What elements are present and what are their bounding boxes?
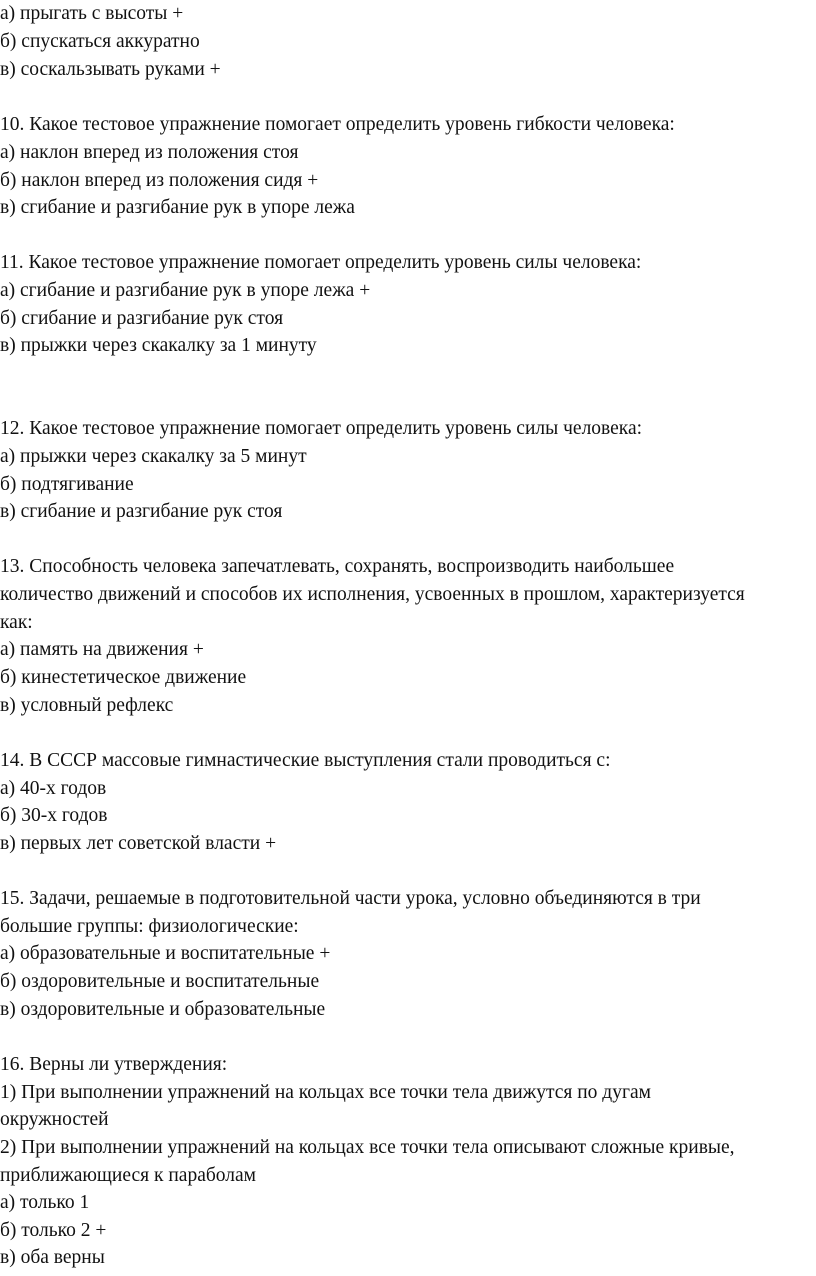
question-12: 12. Какое тестовое упражнение помогает определить уровень силы человека: — [0, 418, 643, 439]
answer-c-line: в) оздоровительные и образовательные — [0, 999, 326, 1020]
answer-b-line: б) только 2 + — [0, 1220, 107, 1241]
answer-c-line: в) прыжки через скакалку за 1 минуту — [0, 335, 317, 356]
answer-c-line: в) оба верны — [0, 1247, 105, 1268]
question-10: 10. Какое тестовое упражнение помогает определить уровень гибкости человека: — [0, 114, 675, 135]
answer-a-line: а) 40-х годов — [0, 778, 107, 799]
answer-a-line: а) прыжки через скакалку за 5 минут — [0, 446, 307, 467]
question-15: 15. Задачи, решаемые в подготовительной части урока, условно объединяются в три — [0, 888, 701, 909]
statement-1: 1) При выполнении упражнений на кольцах все точки тела движутся по дугам — [0, 1082, 651, 1103]
answer-b-line: б) наклон вперед из положения сидя + — [0, 170, 319, 191]
statement-2-continuation: приближающиеся к параболам — [0, 1165, 256, 1186]
answer-b-line: б) 30-х годов — [0, 805, 108, 826]
question-15-continuation: большие группы: физиологические: — [0, 916, 299, 937]
answer-c-line: в) первых лет советской власти + — [0, 833, 277, 854]
answer-c-line: в) условный рефлекс — [0, 695, 174, 716]
answer-a-line: а) прыгать с высоты + — [0, 3, 184, 24]
question-13-continuation: количество движений и способов их исполнения, усвоенных в прошлом, характеризуется — [0, 584, 745, 605]
question-14: 14. В СССР массовые гимнастические выступления стали проводиться с: — [0, 750, 611, 771]
answer-b-line: б) спускаться аккуратно — [0, 31, 200, 52]
answer-b-line: б) оздоровительные и воспитательные — [0, 971, 320, 992]
answer-a-line: а) сгибание и разгибание рук в упоре лежа + — [0, 280, 371, 301]
answer-b-line: б) кинестетическое движение — [0, 667, 247, 688]
answer-b-line: б) подтягивание — [0, 474, 134, 495]
question-16: 16. Верны ли утверждения: — [0, 1054, 228, 1075]
question-13: 13. Способность человека запечатлевать, сохранять, воспроизводить наибольшее — [0, 556, 675, 577]
question-13-continuation: как: — [0, 612, 33, 633]
question-11: 11. Какое тестовое упражнение помогает определить уровень силы человека: — [0, 252, 642, 273]
answer-b-line: б) сгибание и разгибание рук стоя — [0, 308, 284, 329]
answer-c-line: в) сгибание и разгибание рук в упоре лежа — [0, 197, 355, 218]
answer-c-line: в) сгибание и разгибание рук стоя — [0, 501, 283, 522]
answer-c-line: в) соскальзывать руками + — [0, 59, 221, 80]
statement-1-continuation: окружностей — [0, 1109, 109, 1130]
statement-2: 2) При выполнении упражнений на кольцах все точки тела описывают сложные кривые, — [0, 1137, 735, 1158]
answer-a-line: а) память на движения + — [0, 639, 204, 660]
answer-a-line: а) только 1 — [0, 1192, 90, 1213]
answer-a-line: а) наклон вперед из положения стоя — [0, 142, 299, 163]
answer-a-line: а) образовательные и воспитательные + — [0, 943, 331, 964]
